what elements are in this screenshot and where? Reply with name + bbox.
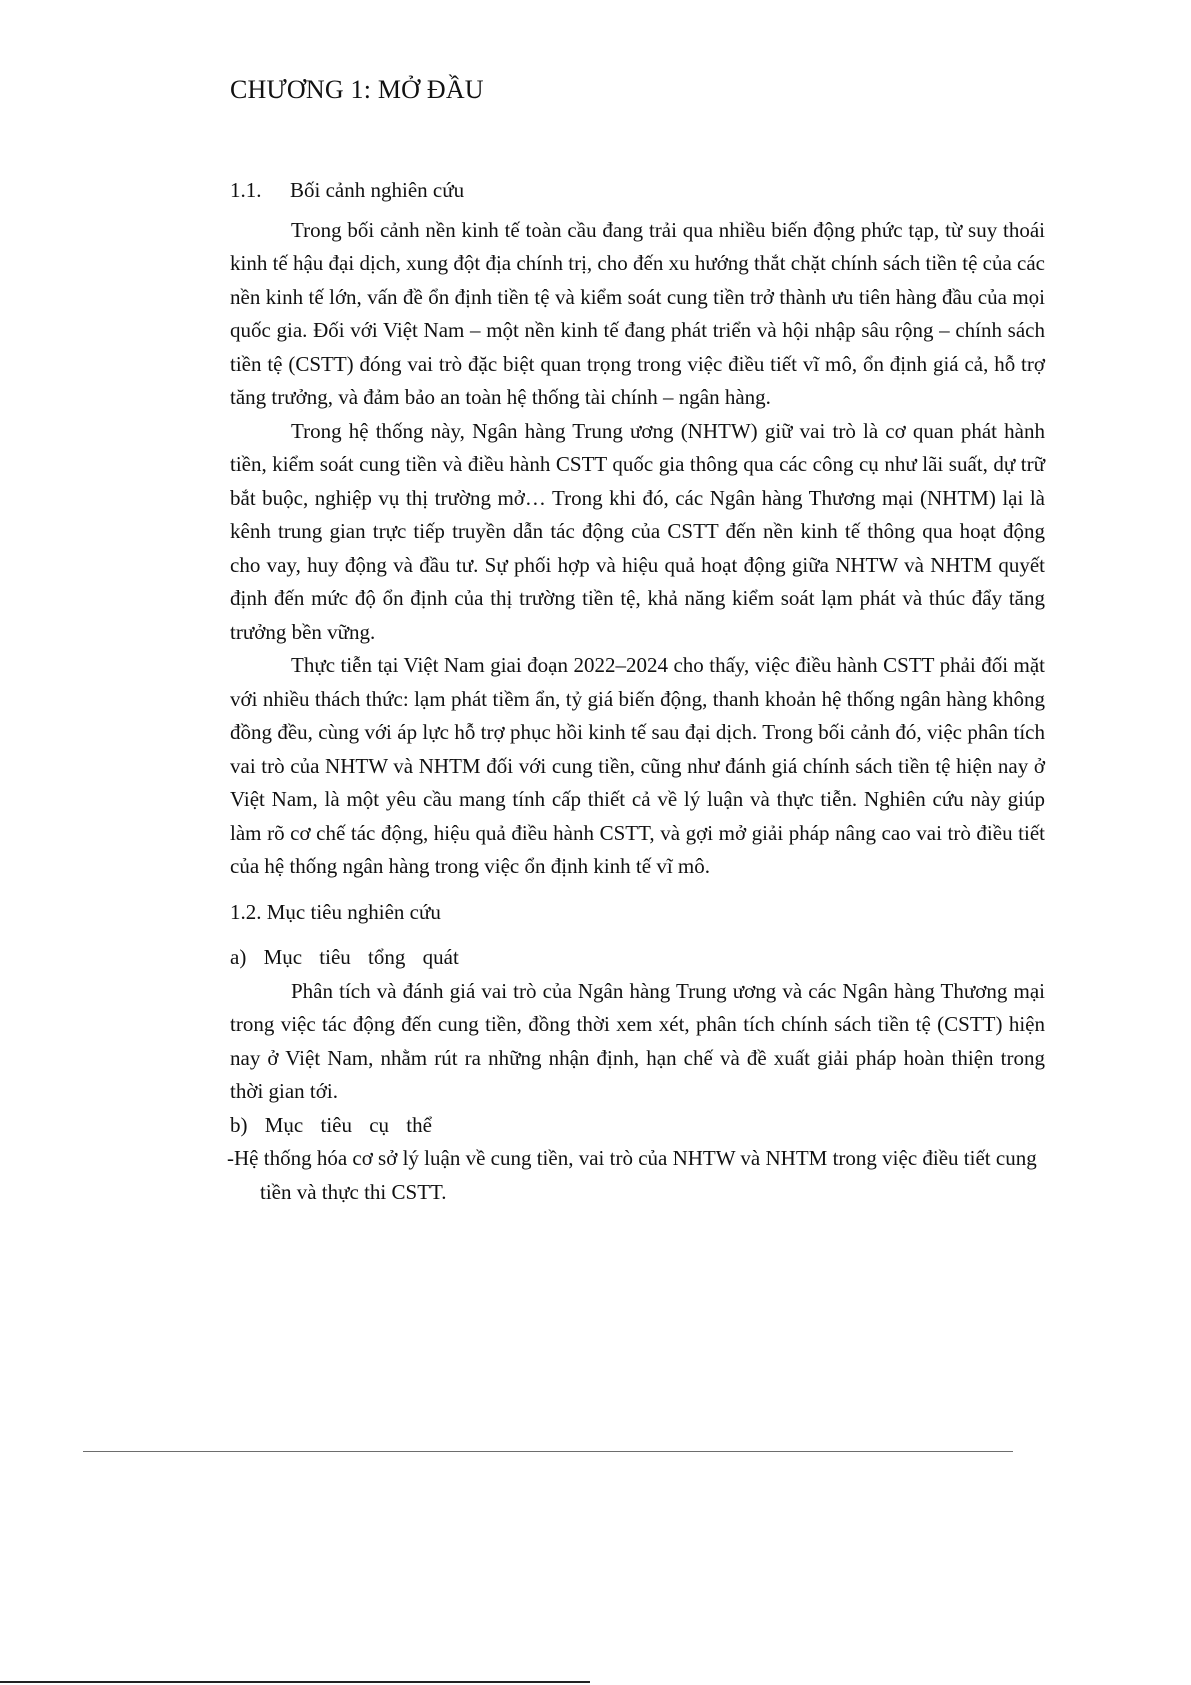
footnote-divider (83, 1451, 1013, 1452)
subheading-specific-goal: b) Mục tiêu cụ thể (230, 1112, 432, 1137)
paragraph-background-1: Trong bối cảnh nền kinh tế toàn cầu đang trải qua nhiều biến động phức tạp, từ suy thoái kinh tế hậu đại dịch, xung đột địa chính trị, cho đến xu hướng thắt chặt chính sách tiền tệ của các nền kinh tế lớn, vấn đề ổn định tiền tệ và kiểm soát cung tiền trở thành ưu tiên hàng đầu của mọi quốc gia. Đối với Việt Nam – một nền kinh tế đang phát triển và hội nhập sâu rộng – chính sách tiền tệ (CSTT) đóng vai trò đặc biệt quan trọng trong việc điều tiết vĩ mô, ổn định giá cả, hỗ trợ tăng trưởng, và đảm bảo an toàn hệ thống tài chính – ngân hàng. (230, 217, 1045, 409)
paragraph-background-2: Trong hệ thống này, Ngân hàng Trung ương (NHTW) giữ vai trò là cơ quan phát hành tiền, kiểm soát cung tiền và điều hành CSTT quốc gia thông qua các công cụ như lãi suất, dự trữ bắt buộc, nghiệp vụ thị trường mở… Trong khi đó, các Ngân hàng Thương mại (NHTM) lại là kênh trung gian trực tiếp truyền dẫn tác động của CSTT đến nền kinh tế thông qua hoạt động cho vay, huy động và đầu tư. Sự phối hợp và hiệu quả hoạt động giữa NHTW và NHTM quyết định đến mức độ ổn định của thị trường tiền tệ, khả năng kiểm soát lạm phát và thúc đẩy tăng trưởng bền vững. (230, 418, 1045, 644)
list-item-specific-goal-1: -Hệ thống hóa cơ sở lý luận về cung tiền, vai trò của NHTW và NHTM trong việc điều tiết cung tiền và thực thi CSTT. (227, 1146, 1037, 1204)
section-heading-1-2: 1.2. Mục tiêu nghiên cứu (230, 899, 441, 924)
page-content (227, 70, 1045, 1209)
bottom-edge-line (0, 1681, 590, 1683)
subheading-general-goal: a) Mục tiêu tổng quát (230, 945, 459, 969)
section-number-1-1: 1.1. (230, 178, 262, 202)
paragraph-background-3: Thực tiễn tại Việt Nam giai đoạn 2022–2024 cho thấy, việc điều hành CSTT phải đối mặt với nhiều thách thức: lạm phát tiềm ẩn, tỷ giá biến động, thanh khoản hệ thống ngân hàng không đồng đều, cùng với áp lực hỗ trợ phục hồi kinh tế sau đại dịch. Trong bối cảnh đó, việc phân tích vai trò của NHTW và NHTM đối với cung tiền, cũng như đánh giá chính sách tiền tệ hiện nay ở Việt Nam, là một yêu cầu mang tính cấp thiết cả về lý luận và thực tiễn. Nghiên cứu này giúp làm rõ cơ chế tác động, hiệu quả điều hành CSTT, và gợi mở giải pháp nâng cao vai trò điều tiết của hệ thống ngân hàng trong việc ổn định kinh tế vĩ mô. (230, 653, 1045, 878)
section-title-1-1: Bối cảnh nghiên cứu (290, 178, 465, 202)
chapter-title: CHƯƠNG 1: MỞ ĐẦU (230, 75, 484, 104)
section-heading-1-1 (230, 174, 1045, 208)
paragraph-general-goal: Phân tích và đánh giá vai trò của Ngân hàng Trung ương và các Ngân hàng Thương mại trong việc tác động đến cung tiền, đồng thời xem xét, phân tích chính sách tiền tệ (CSTT) hiện nay ở Việt Nam, nhằm rút ra những nhận định, hạn chế và đề xuất giải pháp hoàn thiện trong thời gian tới. (230, 978, 1045, 1103)
